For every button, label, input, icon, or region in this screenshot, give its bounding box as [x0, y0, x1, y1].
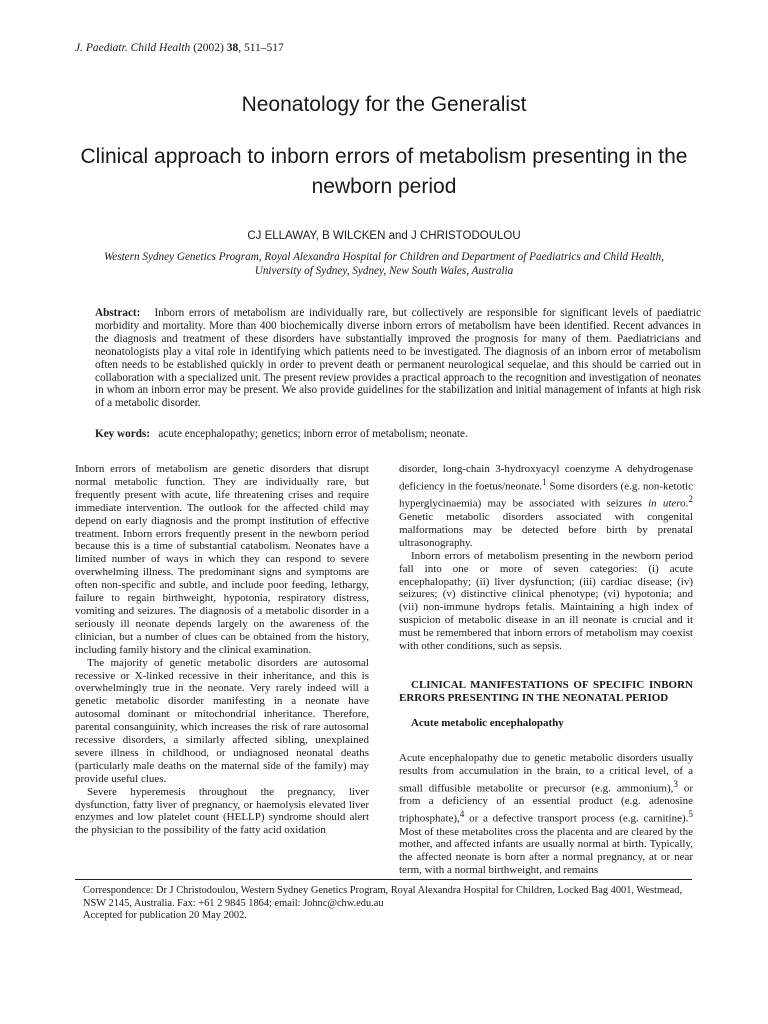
citation-ref: 2	[688, 494, 693, 505]
citation-ref: 4	[459, 809, 465, 819]
subsection-heading: Acute metabolic encephalopathy	[411, 716, 564, 729]
text-span: Acute encephalopathy due to genetic metabolic disorders usually results from accumulation in the brain, to a critical level, of a small diffusible metabolite or precursor (e.g. ammonium),	[399, 751, 693, 795]
text-span: or from a deficiency of an essential product (e.g. adenosine triphosphate),	[399, 782, 693, 825]
text-span: Most of these metabolites cross the placenta and are cleared by the mother, and affected infants are usually normal at birth. Typically, the affected neonate is born after a normal pregnancy, at or near term, with a normal birthweight, and remains	[399, 825, 693, 877]
keywords	[95, 428, 701, 440]
keywords-label: Key words:	[95, 428, 150, 440]
text-span: or a defective transport process (e.g. carnitine).	[464, 812, 689, 825]
journal-citation	[75, 42, 284, 54]
keywords-text: acute encephalopathy; genetics; inborn error of metabolism; neonate.	[158, 428, 468, 440]
journal-name: J. Paediatr. Child Health	[75, 42, 191, 54]
citation-ref: 1	[542, 476, 547, 487]
right-column	[399, 463, 693, 877]
citation-ref: 5	[688, 809, 693, 819]
text-span: Genetic metabolic disorders associated with congenital malformations may be detected before birth by prenatal ultrasonography.	[399, 511, 693, 549]
abstract-text: Inborn errors of metabolism are individually rare, but collectively are responsible for significant levels of paediatric morbidity and mortality. More than 400 biochemically diverse inborn errors of metabolism have been identified. Recent advances in the diagnosis and treatment of these disorders have substantially improved the prognosis for many of them. Paediatricians and neonatologists play a vital role in identifying which patients need to be investigated. The diagnosis of an inborn error of metabolism often needs to be established quickly in order to prevent death or permanent neurological sequelae, and this should be carried out in collaboration with a specialized unit. The present review provides a practical approach to the recognition and investigation of neonates in whom an inborn error may be present. We also provide guidelines for the stabilization and initial management of infants at high risk of a metabolic disorder.	[95, 307, 702, 410]
left-paragraph-3: Severe hyperemesis throughout the pregnancy, liver dysfunction, fatty liver of pregnancy, or haemolysis elevated liver enzymes and low platelet count (HELLP) syndrome should alert the physician to the possibility of the fatty acid oxidation	[75, 785, 369, 837]
text-span: Some disorders (e.g. non-ketotic hyperglycinaemia) may be associated with seizures	[399, 480, 693, 511]
text-span: disorder, long-chain 3-hydroxyacyl coenzyme A dehydrogenase deficiency in the foetus/neonate.	[399, 463, 693, 493]
correspondence: Correspondence: Dr J Christodoulou, Western Sydney Genetics Program, Royal Alexandra Hospital for Children, Locked Bag 4001, Westmead, NSW 2145, Australia. Fax: +61 2 9845 1864; email: Johnc@chw.edu.au	[83, 885, 683, 909]
left-paragraph-1: Inborn errors of metabolism are genetic disorders that disrupt normal metabolic function. They are individually rare, but frequently present with acute, life threatening crises and require immediate intervention. The outlook for the affected child may depend on early diagnosis and the prompt institution of effective treatment. Inborn errors frequently present in the newborn period because this is a time of substantial catabolism. Neonates have a limited number of ways in which they can respond to severe overwhelming illness. The predominant signs and symptoms are often non-specific and subtle, and include poor feeding, lethargy, failure to regain birthweight, hypotonia, respiratory distress, vomiting and seizures. The diagnosis of a metabolic disorder in a seriously ill neonate depends largely on the awareness of the clinician, but a number of clues can be obtained from the history, including family history and the clinical examination.	[75, 463, 369, 656]
footnote	[75, 885, 700, 923]
accepted-date: Accepted for publication 20 May 2002.	[83, 910, 247, 921]
footnote-divider	[75, 879, 692, 880]
series-title: Neonatology for the Generalist	[241, 93, 527, 116]
italic-term: in utero	[648, 498, 686, 511]
section-heading: CLINICAL MANIFESTATIONS OF SPECIFIC INBORN ERRORS PRESENTING IN THE NEONATAL PERIOD	[399, 679, 693, 704]
left-column	[75, 463, 369, 837]
right-paragraph-3	[399, 752, 693, 877]
affiliation: Western Sydney Genetics Program, Royal Alexandra Hospital for Children and Department of Paediatrics and Child Health, University of Sydney, Sydney, New South Wales, Australia	[103, 251, 665, 277]
right-paragraph-2: Inborn errors of metabolism presenting in the newborn period fall into one or more of seven categories: (i) acute encephalopathy; (ii) liver dysfunction; (iii) cardiac disease; (iv) seizures; (v) distinctive clinical phenotype; (vi) hypotonia; and (vii) non-immune hydrops fetalis. Maintaining a high index of suspicion of metabolic disease in an ill neonate is crucial and it must be remembered that inborn errors of metabolism may coexist with other conditions, such as sepsis.	[399, 549, 693, 653]
citation-ref: 3	[673, 778, 678, 789]
journal-volume: 38	[226, 42, 239, 54]
journal-pages: , 511–517	[238, 42, 284, 54]
abstract	[95, 307, 701, 410]
article-title: Clinical approach to inborn errors of metabolism presenting in the newborn period	[80, 145, 688, 198]
abstract-label: Abstract:	[95, 307, 141, 319]
right-paragraph-1: disorder, long-chain 3-hydroxyacyl coenzyme A dehydrogenase deficiency in the foetus/neonate.$^1$ Some disorders (e.g. non-ketotic hyperglycinaemia) may be associated with seizures in utero.$^2$ Genetic metabolic disorders associated with congenital malformations may be detected before birth by prenatal ultrasonography.	[399, 463, 693, 549]
journal-year: (2002)	[193, 42, 224, 54]
left-paragraph-2: The majority of genetic metabolic disorders are autosomal recessive or X-linked recessive in their inheritance, and this is overwhelmingly true in the neonate. Very rarely indeed will a genetic metabolic disorder manifesting in a neonate have autosomal dominant or mitochondrial inheritance. Therefore, parental consanguinity, which increases the risk of rare autosomal recessive disorders, a similarly affected sibling, unexplained severe illness in childhood, or undiagnosed neonatal deaths (particularly male deaths on the maternal side of the family) may provide useful clues.	[75, 656, 369, 785]
authors: CJ ELLAWAY, B WILCKEN and J CHRISTODOULOU	[247, 230, 521, 242]
